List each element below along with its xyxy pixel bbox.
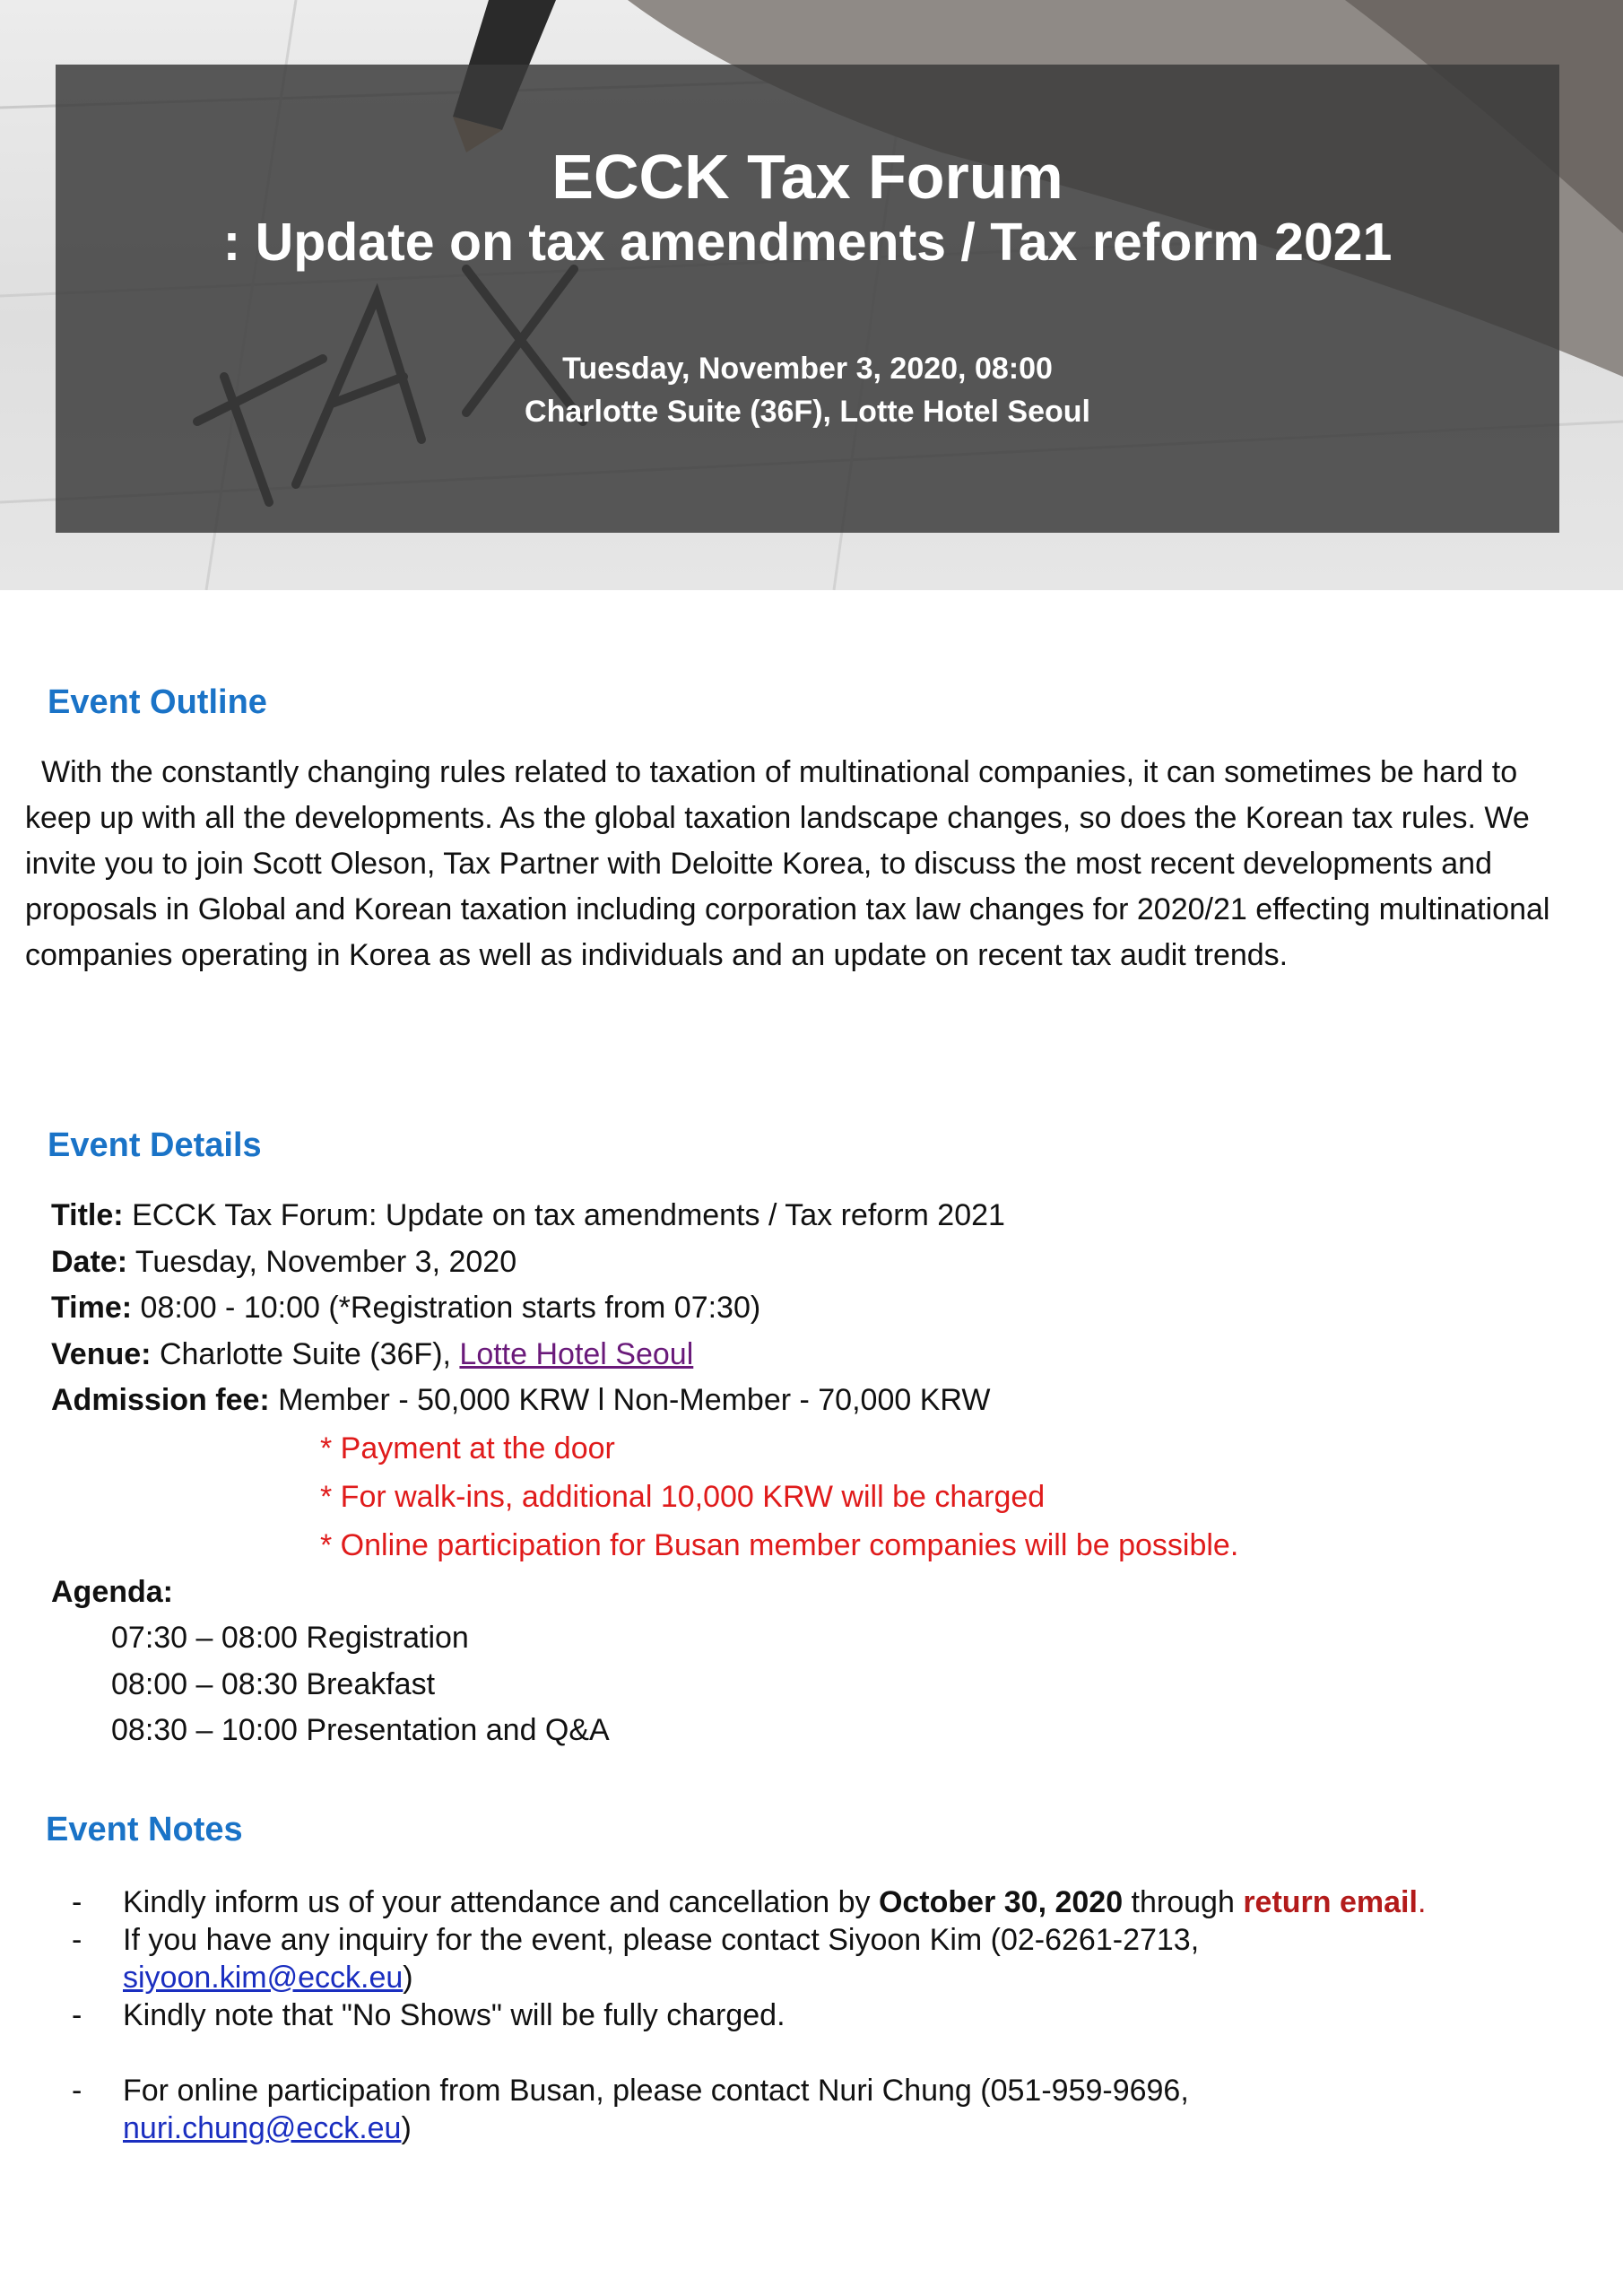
return-email-text: return email: [1243, 1885, 1418, 1919]
event-outline-text: With the constantly changing rules related to taxation of multinational companies, it can sometimes be hard to keep up with all the developments. As the global taxation landscape changes, so does the Korean tax rules. We invite you to join Scott Oleson, Tax Partner with Deloitte Korea, to discuss the most recent developments and proposals in Global and Korean taxation including corporation tax law changes for 2020/21 effecting multinational companies operating in Korea as well as individuals and an update on recent tax audit trends.: [25, 755, 1550, 972]
agenda-item: 07:30 – 08:00 Registration: [111, 1621, 469, 1655]
detail-fee-row: [51, 1378, 1575, 1424]
detail-fee-value: Member - 50,000 KRW l Non-Member - 70,000 KRW: [278, 1383, 991, 1417]
fee-note: * Online participation for Busan member companies will be possible.: [320, 1527, 1239, 1562]
note-text: If you have any inquiry for the event, please contact Siyoon Kim (02-6261-2713,: [123, 1923, 1200, 1957]
detail-title-label: Title:: [51, 1198, 124, 1232]
note-dash: -: [72, 1885, 82, 1919]
detail-time-row: [51, 1285, 1575, 1332]
note-item-inquiry: [72, 1921, 1596, 1996]
agenda-label-row: [51, 1570, 1575, 1616]
note-dash: -: [72, 2074, 82, 2108]
detail-venue-label: Venue:: [51, 1336, 152, 1371]
detail-date-label: Date:: [51, 1244, 128, 1279]
detail-time-label: Time:: [51, 1291, 133, 1325]
note-item-no-shows: [72, 1996, 1596, 2034]
detail-fee-label: Admission fee:: [51, 1383, 270, 1417]
agenda-label: Agenda:: [51, 1574, 173, 1609]
note-text: through: [1123, 1885, 1244, 1919]
event-details-heading: Event Details: [48, 1126, 262, 1164]
note-deadline: October 30, 2020: [878, 1885, 1124, 1919]
siyoon-email-link[interactable]: siyoon.kim@ecck.eu: [123, 1961, 404, 1995]
detail-title-value: ECCK Tax Forum: Update on tax amendments / Tax reform 2021: [132, 1198, 1005, 1232]
fee-note: * For walk-ins, additional 10,000 KRW will be charged: [320, 1479, 1046, 1514]
note-item-busan: [72, 2072, 1596, 2147]
banner-subtitle: : Update on tax amendments / Tax reform 2021: [222, 213, 1393, 272]
banner-date-time: Tuesday, November 3, 2020, 08:00: [562, 352, 1053, 386]
detail-venue-row: [51, 1332, 1575, 1378]
detail-date-row: [51, 1239, 1575, 1286]
event-notes-heading: Event Notes: [46, 1811, 243, 1848]
venue-link[interactable]: Lotte Hotel Seoul: [459, 1336, 694, 1371]
banner-title: ECCK Tax Forum: [551, 142, 1063, 212]
detail-title-row: [51, 1193, 1575, 1239]
header-banner: [0, 0, 1623, 590]
fee-note: * Payment at the door: [320, 1431, 615, 1465]
detail-time-value: 08:00 - 10:00 (*Registration starts from 07:30): [140, 1291, 761, 1325]
note-text: ): [401, 2111, 412, 2145]
note-item-rsvp: [72, 1883, 1596, 1921]
event-outline-heading: Event Outline: [48, 683, 267, 721]
event-details: [51, 1193, 1575, 1754]
note-text: ): [403, 1961, 413, 1995]
note-dash: -: [72, 1998, 82, 2032]
agenda-item: 08:30 – 10:00 Presentation and Q&A: [111, 1713, 610, 1747]
banner-venue: Charlotte Suite (36F), Lotte Hotel Seoul: [525, 395, 1090, 429]
agenda-item: 08:00 – 08:30 Breakfast: [111, 1666, 436, 1701]
note-text: Kindly note that "No Shows" will be fully charged.: [123, 1998, 785, 2032]
note-period: .: [1417, 1885, 1427, 1919]
note-dash: -: [72, 1923, 82, 1957]
detail-date-value: Tuesday, November 3, 2020: [135, 1244, 517, 1279]
detail-venue-value: Charlotte Suite (36F),: [159, 1336, 451, 1371]
note-text: Kindly inform us of your attendance and cancellation by: [123, 1885, 879, 1919]
note-text: For online participation from Busan, please contact Nuri Chung (051-959-9696,: [123, 2074, 1189, 2108]
banner-overlay: [56, 65, 1559, 533]
event-notes-list: [72, 1883, 1596, 2147]
nuri-email-link[interactable]: nuri.chung@ecck.eu: [123, 2111, 402, 2145]
